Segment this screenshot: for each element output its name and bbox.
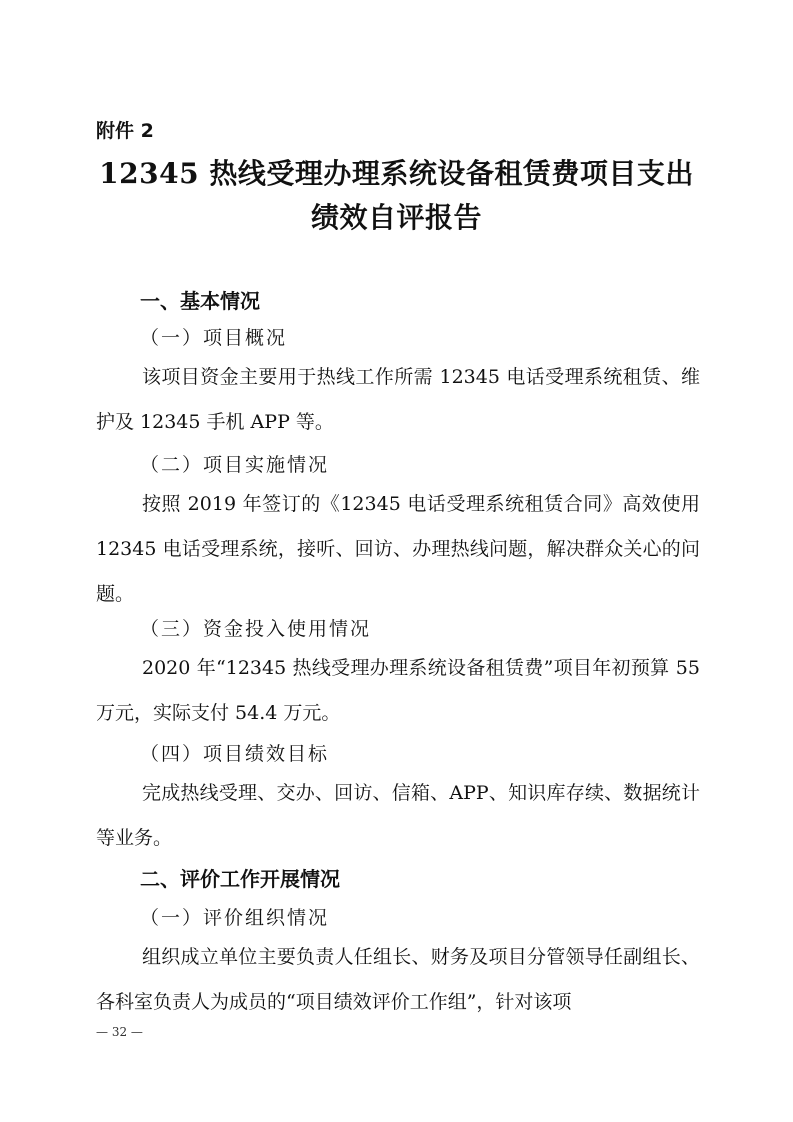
subsection-heading-evaluation-organization: （一）评价组织情况 <box>140 907 330 929</box>
paragraph-performance-goals: 完成热线受理、交办、回访、信箱、APP、知识库存续、数据统计等业务。 <box>96 782 700 849</box>
section-heading-evaluation-work: 二、评价工作开展情况 <box>140 867 340 891</box>
subsection-heading-implementation: （二）项目实施情况 <box>140 454 330 476</box>
subsection-heading-performance-goals: （四）项目绩效目标 <box>140 743 330 765</box>
paragraph-project-overview: 该项目资金主要用于热线工作所需 12345 电话受理系统租赁、维护及 12345 手机 APP 等。 <box>96 366 700 433</box>
paragraph-implementation: 按照 2019 年签订的《12345 电话受理系统租赁合同》高效使用 12345 电话受理系统，接听、回访、办理热线问题，解决群众关心的问题。 <box>96 493 700 605</box>
attachment-label: 附件 2 <box>96 120 154 142</box>
section-heading-basic-info: 一、基本情况 <box>140 289 260 313</box>
document-title-line-1: 12345 热线受理办理系统设备租赁费项目支出 <box>99 157 694 190</box>
subsection-heading-funding: （三）资金投入使用情况 <box>140 618 372 640</box>
paragraph-evaluation-organization: 组织成立单位主要负责人任组长、财务及项目分管领导任副组长、各科室负责人为成员的“项目绩效评价工作组”，针对该项 <box>96 946 700 1013</box>
subsection-heading-project-overview: （一）项目概况 <box>140 327 288 349</box>
page-number: — 32 — <box>96 1025 143 1039</box>
document-title-line-2: 绩效自评报告 <box>310 201 482 234</box>
paragraph-funding: 2020 年“12345 热线受理办理系统设备租赁费”项目年初预算 55 万元，实际支付 54.4 万元。 <box>96 657 700 724</box>
